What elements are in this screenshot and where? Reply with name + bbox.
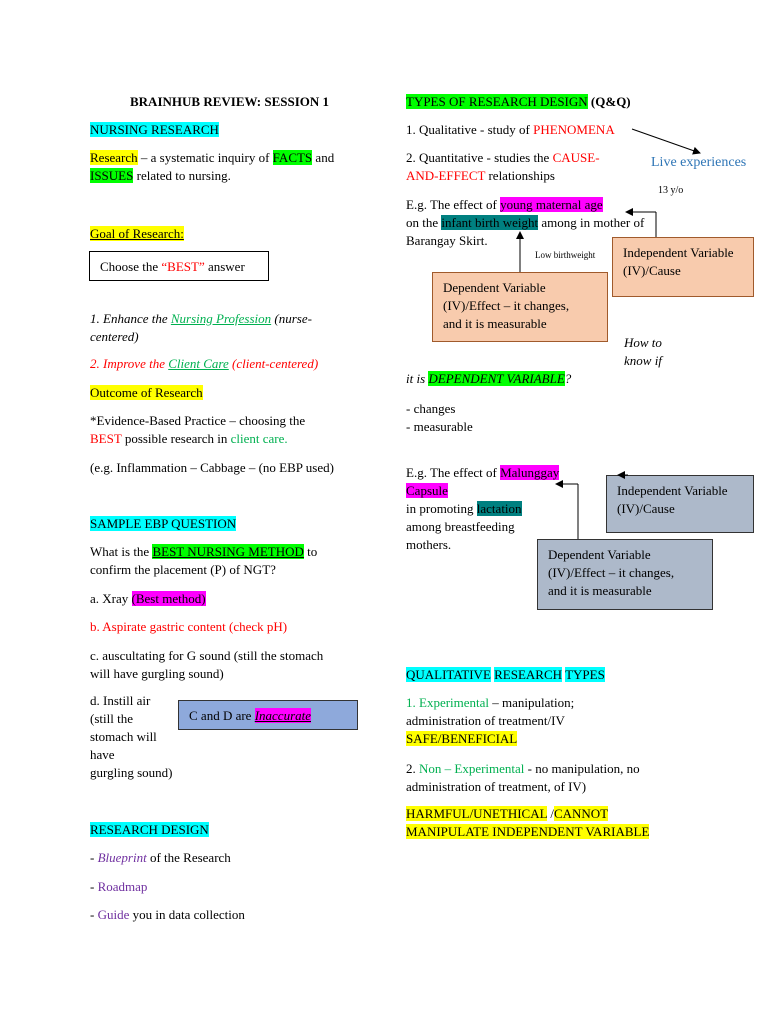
- independent-variable-box-2: Independent Variable (IV)/Cause: [606, 475, 754, 533]
- research-design-heading: RESEARCH DESIGN: [90, 822, 209, 837]
- age-note: 13 y/o: [658, 185, 684, 196]
- live-experiences-label: Live experiences: [651, 155, 747, 170]
- design-blueprint: - Blueprint of the Research: [90, 850, 231, 865]
- option-c: c. auscultating for G sound (still the stomach will have gurgling sound): [90, 648, 324, 681]
- design-guide: - Guide you in data collection: [90, 907, 245, 922]
- ebp-question: What is the BEST NURSING METHOD to confirm the placement (P) of NGT?: [90, 544, 318, 577]
- non-experimental-item: 2. Non – Experimental - no manipulation, no administration of treatment, of IV): [406, 761, 640, 794]
- qualitative-item: 1. Qualitative - study of PHENOMENA: [406, 122, 615, 137]
- criteria-changes: - changes: [406, 401, 456, 416]
- sample-ebp-heading: SAMPLE EBP QUESTION: [90, 516, 237, 531]
- choose-best-box: Choose the “BEST” answer: [89, 251, 269, 281]
- page-title: BRAINHUB REVIEW: SESSION 1: [130, 94, 330, 109]
- goal-heading: Goal of Research:: [90, 226, 184, 241]
- independent-variable-box-1: Independent Variable (IV)/Cause: [612, 237, 754, 297]
- criteria-measurable: - measurable: [406, 419, 473, 434]
- goal-item-2: 2. Improve the Client Care (client-centered): [90, 356, 319, 371]
- option-a: a. Xray (Best method): [90, 591, 206, 606]
- design-roadmap: - Roadmap: [90, 879, 148, 894]
- dependent-variable-box-1: Dependent Variable (IV)/Effect – it changes, and it is measurable: [432, 272, 608, 342]
- how-to-know-note: How to know if: [624, 335, 662, 368]
- outcome-heading: Outcome of Research: [90, 385, 203, 400]
- quantitative-item: 2. Quantitative - studies the CAUSE- AND-EFFECT relationships: [406, 150, 600, 183]
- research-definition: Research – a systematic inquiry of FACTS and ISSUES related to nursing.: [90, 150, 335, 183]
- cd-inaccurate-box: C and D are Inaccurate: [178, 700, 358, 730]
- dependent-variable-box-2: Dependent Variable (IV)/Effect – it changes, and it is measurable: [537, 539, 713, 610]
- qualitative-research-types-heading: QUALITATIVE RESEARCH TYPES: [406, 667, 605, 682]
- dependent-variable-question: it is DEPENDENT VARIABLE?: [406, 371, 572, 386]
- option-b: b. Aspirate gastric content (check pH): [90, 619, 288, 634]
- nursing-research-heading: NURSING RESEARCH: [90, 122, 219, 137]
- example-2: E.g. The effect of Malunggay Capsule in promoting lactation among breastfeeding mothers.: [406, 465, 560, 552]
- option-d: d. Instill air (still the stomach will have gurgling sound): [90, 693, 173, 780]
- low-birthweight-note: Low birthweight: [535, 250, 596, 260]
- example-1: E.g. The effect of young maternal age on the infant birth weight among in mother of Barangay Skirt.: [406, 197, 645, 248]
- experimental-item: 1. Experimental – manipulation; administration of treatment/IV SAFE/BENEFICIAL: [406, 695, 575, 746]
- ebp-definition: *Evidence-Based Practice – choosing the BEST possible research in client care.: [90, 413, 306, 446]
- ebp-example: (e.g. Inflammation – Cabbage – (no EBP used): [90, 460, 334, 475]
- types-heading: TYPES OF RESEARCH DESIGN (Q&Q): [406, 94, 631, 109]
- goal-item-1: 1. Enhance the Nursing Profession (nurse- centered): [90, 311, 312, 344]
- harmful-item: HARMFUL/UNETHICAL /CANNOT MANIPULATE INDEPENDENT VARIABLE: [406, 806, 650, 839]
- arrow-phenomena-live: [632, 129, 700, 153]
